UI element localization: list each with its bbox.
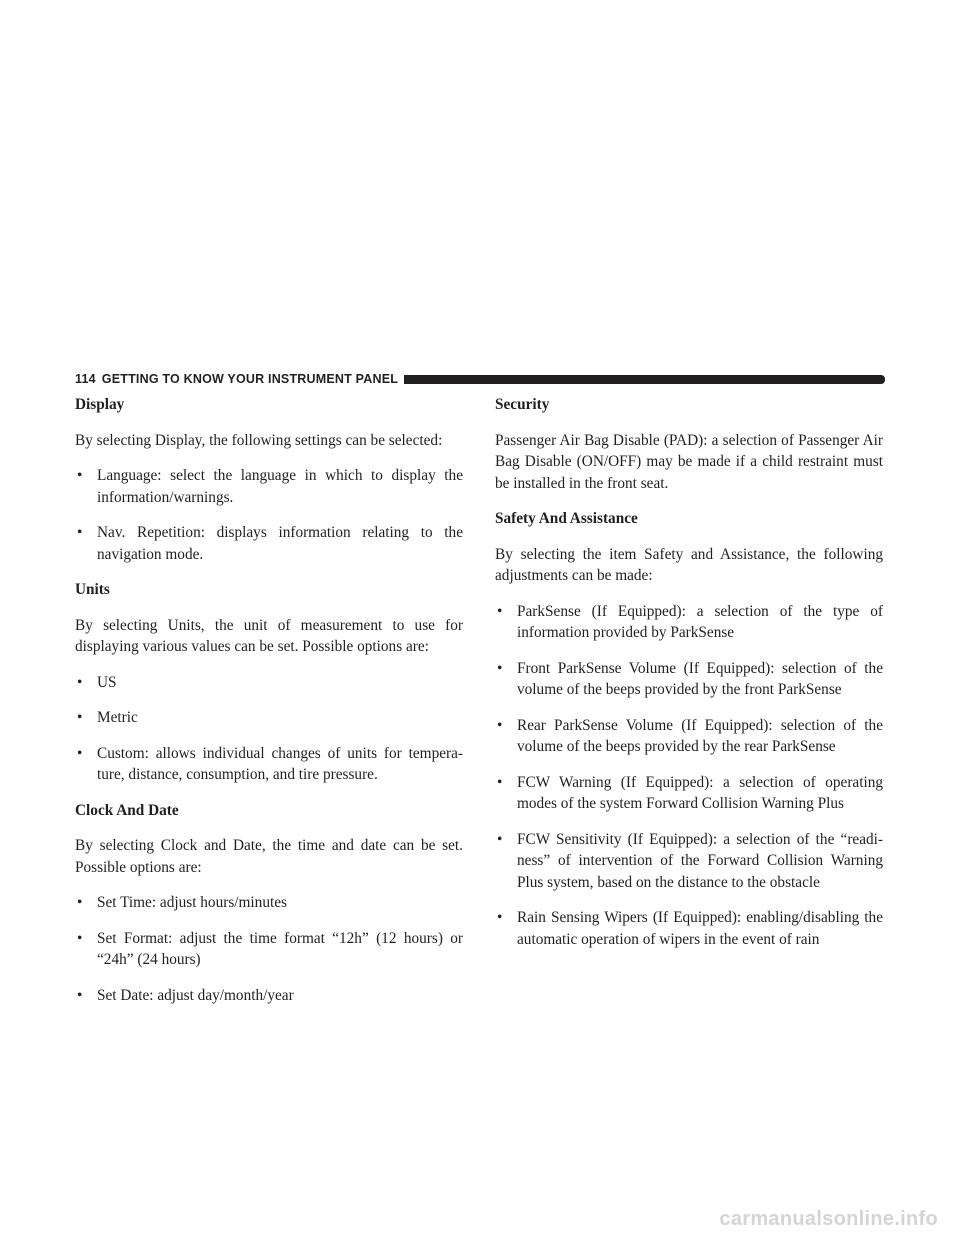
units-intro: By selecting Units, the unit of measurement to use for displaying various values can be set. Possible options are: — [75, 616, 463, 655]
safety-intro: By selecting the item Safety and Assistance, the following adjustments can be made: — [495, 545, 883, 584]
list-item: • Set Time: adjust hours/minutes — [75, 892, 463, 914]
bullet: • — [497, 773, 503, 791]
security-text: Passenger Air Bag Disable (PAD): a selection of Passenger Air Bag Disable (ON/OFF) may be made if a child restraint must be installed in the front seat. — [495, 431, 883, 492]
list-item: • Rear ParkSense Volume (If Equipped): selection of the volume of the beeps provided by the rear ParkSense — [497, 716, 883, 755]
page-number: 114 — [75, 372, 96, 386]
bullet: • — [77, 894, 83, 911]
list-item: • ParkSense (If Equipped): a selection of the type of information provided by ParkSense — [497, 602, 883, 641]
bullet: • — [497, 659, 503, 677]
clock-list — [75, 892, 463, 1006]
units-list — [75, 672, 463, 786]
bullet: • — [77, 467, 83, 484]
list-item: • Front ParkSense Volume (If Equipped): selection of the volume of the beeps provided by the front ParkSense — [497, 659, 883, 698]
display-intro: By selecting Display, the following settings can be selected: — [75, 431, 443, 449]
security-heading: Security — [495, 396, 550, 413]
display-heading: Display — [75, 396, 125, 413]
bullet: • — [77, 986, 83, 1004]
bullet: • — [77, 673, 83, 691]
safety-heading: Safety And Assistance — [495, 510, 638, 527]
list-item: • Set Format: adjust the time format “12h” (12 hours) or “24h” (24 hours) — [77, 929, 463, 968]
list-item: • US — [75, 672, 463, 694]
bullet: • — [77, 709, 83, 726]
list-item: • Language: select the language in which to display the information/warnings. — [77, 467, 463, 506]
list-item: • Set Date: adjust day/month/year — [75, 985, 463, 1007]
safety-list — [495, 601, 883, 951]
units-heading: Units — [75, 581, 110, 598]
right-column — [495, 394, 883, 964]
page-header — [75, 371, 885, 387]
running-title: GETTING TO KNOW YOUR INSTRUMENT PANEL — [101, 372, 399, 386]
bullet: • — [497, 716, 503, 734]
header-rule — [404, 375, 885, 384]
bullet: • — [497, 602, 503, 620]
bullet: • — [497, 830, 503, 848]
bullet: • — [497, 909, 503, 926]
list-item: • Custom: allows individual changes of units for tempera-ture, distance, consumption, and tire pressure. — [77, 744, 463, 783]
clock-intro: By selecting Clock and Date, the time and date can be set. Possible options are: — [75, 837, 463, 876]
list-item: • FCW Sensitivity (If Equipped): a selection of the “readi-ness” of intervention of the Forward Collision Warning Plus system, based on the distance to the obstacle — [497, 830, 883, 891]
list-item: • Metric — [75, 707, 463, 729]
list-item: • Nav. Repetition: displays information relating to the navigation mode. — [77, 524, 463, 563]
list-item: • Rain Sensing Wipers (If Equipped): enabling/disabling the automatic operation of wipers in the event of rain — [497, 909, 883, 948]
bullet: • — [77, 744, 83, 762]
clock-heading: Clock And Date — [75, 801, 179, 819]
list-item: • FCW Warning (If Equipped): a selection of operating modes of the system Forward Collision Warning Plus — [497, 773, 883, 812]
left-column — [75, 394, 463, 1020]
bullet: • — [77, 524, 83, 541]
bullet: • — [77, 929, 83, 947]
display-list — [75, 465, 463, 565]
watermark: carmanualsonline.info — [719, 1208, 938, 1230]
